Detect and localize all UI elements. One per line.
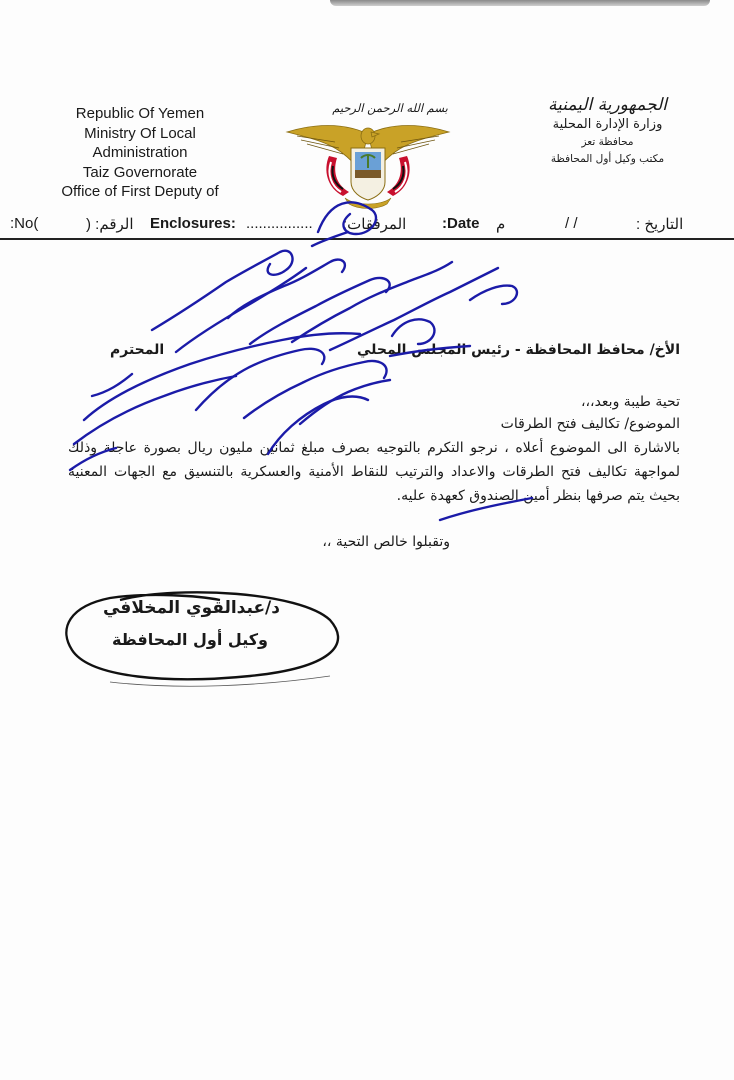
date-label-ar: التاريخ : bbox=[636, 216, 684, 233]
signer-name: د/عبدالقوي المخلافي bbox=[102, 598, 280, 618]
letterhead-en-line1: Republic Of Yemen bbox=[75, 105, 205, 122]
letterhead-en-line4: Taiz Governorate bbox=[82, 163, 198, 181]
basmala: بسم الله الرحمن الرحيم bbox=[332, 101, 448, 115]
letterhead-en-line3: Administration bbox=[92, 144, 188, 161]
letter-subject: الموضوع/ تكاليف فتح الطرقات bbox=[500, 416, 680, 432]
letter-salutation: الأخ/ محافظ المحافظة - رئيس المجلس المحلي bbox=[356, 342, 680, 358]
date-slashes: / / bbox=[565, 215, 578, 232]
no-label: :No( bbox=[10, 215, 39, 232]
letterhead-en-line2: Ministry Of Local bbox=[84, 124, 196, 142]
letterhead-ar-line4: مكتب وكيل أول المحافظة bbox=[550, 153, 665, 165]
letterhead-english bbox=[40, 104, 240, 202]
enclosures-label-ar: المرفقات: bbox=[343, 216, 407, 233]
number-label-ar: الرقم: ( bbox=[86, 216, 134, 233]
letter-respected: المحترم bbox=[110, 342, 165, 358]
date-label: :Date bbox=[442, 215, 480, 232]
letter-closing: وتقبلوا خالص التحية ،، bbox=[322, 534, 450, 550]
letter-greeting: تحية طيبة وبعد،،، bbox=[581, 394, 680, 410]
reference-line bbox=[0, 208, 734, 240]
signer-title: وكيل أول المحافظة bbox=[111, 630, 268, 649]
letterhead-ar-line3: محافظة تعز bbox=[581, 136, 634, 148]
page-edge-shadow bbox=[330, 0, 710, 6]
enclosures-dots: ................ bbox=[246, 215, 313, 232]
letter-paragraph: بالاشارة الى الموضوع أعلاه ، نرجو التكرم بالتوجيه بصرف مبلغ ثمانين مليون ريال بصورة عاجلة وذلك لمواجهة تكاليف فتح الطرقات والاعداد والترتيب للنقاط الأمنية والعسكرية بالتنسيق مع الجهات المعنية بحيث يتم صرفها بنظر أمين الصندوق كعهدة عليه. bbox=[68, 440, 680, 504]
letterhead-ar-line2: وزارة الإدارة المحلية bbox=[552, 117, 663, 132]
letterhead-ar-line1: الجمهورية اليمنية bbox=[547, 95, 668, 115]
date-marker: م bbox=[496, 216, 506, 233]
yemen-eagle-emblem-icon bbox=[283, 112, 453, 212]
enclosures-label: Enclosures: bbox=[150, 215, 236, 232]
letterhead-arabic bbox=[520, 96, 695, 168]
letterhead-en-line5: Office of First Deputy of bbox=[61, 183, 219, 200]
